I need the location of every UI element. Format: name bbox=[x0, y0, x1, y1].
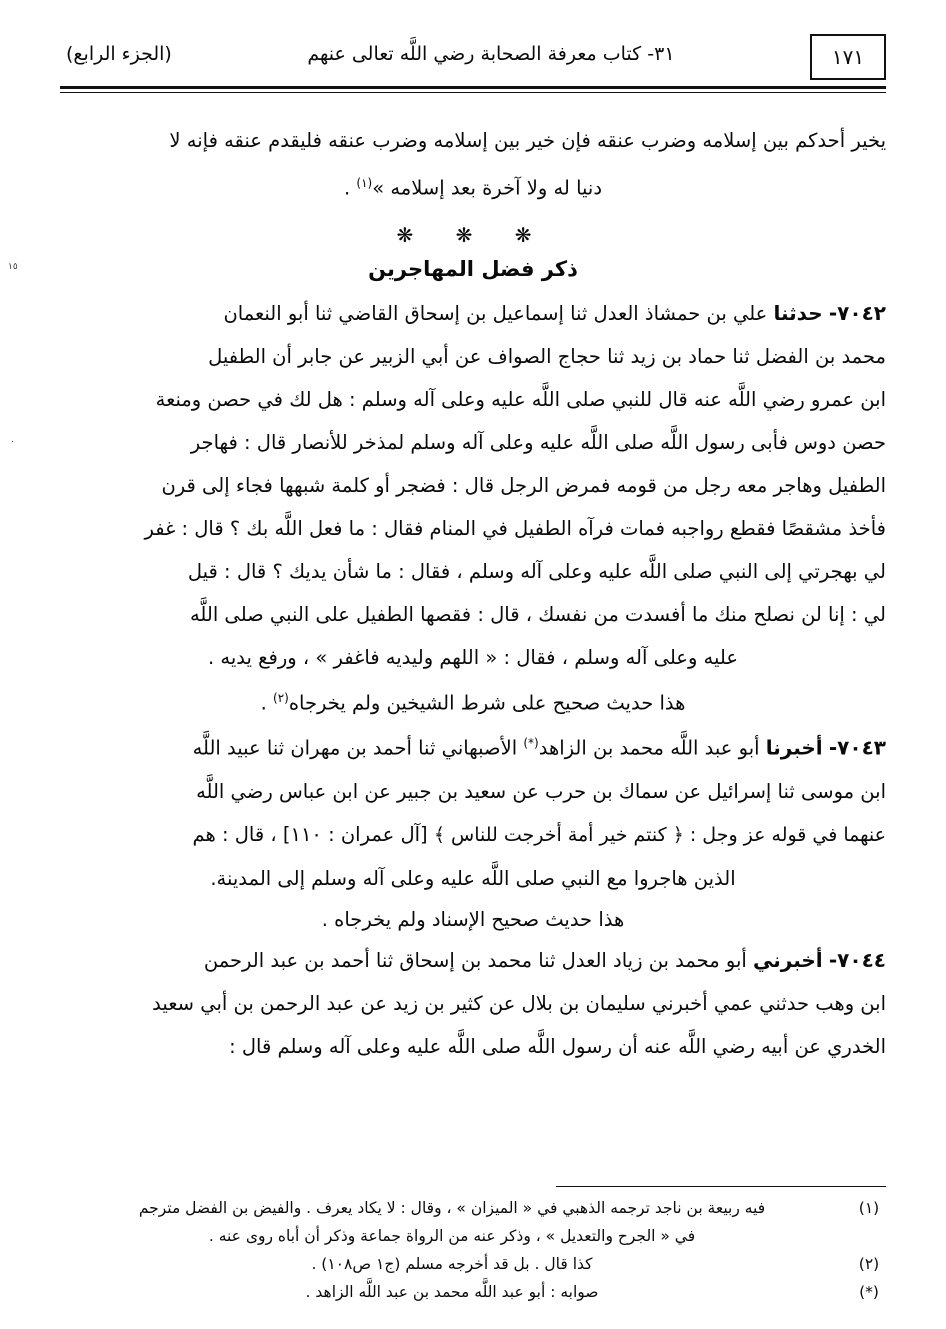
hadith-7042-text-9: عليه وعلى آله وسلم ، فقال : « اللهم وليديه فاغفر » ، ورفع يديه . bbox=[208, 645, 738, 669]
hadith-7044-text-2: ابن وهب حدثني عمي أخبرني سليمان بن بلال عن كثير بن زيد عن عبد الرحمن بن أبي سعيد bbox=[152, 991, 886, 1015]
paragraph-opening-text1: يخير أحدكم بين إسلامه وضرب عنقه فإن خير بين إسلامه وضرب عنقه فليقدم عنقه فإنه لا bbox=[169, 129, 886, 152]
hadith-7044-text-1: أبو محمد بن زياد العدل ثنا محمد بن إسحاق ثنا أحمد بن عبد الرحمن bbox=[203, 948, 747, 972]
footnote-marker: (٢) bbox=[858, 1255, 880, 1273]
hadith-7042-line-6 bbox=[60, 508, 886, 549]
hadith-7042-text-6: فأخذ مشقصًا فقطع رواجبه فمات فرآه الطفيل في المنام فقال : ما فعل اللَّه بك ؟ قال : غفر bbox=[144, 516, 886, 540]
hadith-7042-text-3: ابن عمرو رضي اللَّه عنه قال للنبي صلى اللَّه عليه وعلى آله وسلم : هل لك في حصن ومنعة bbox=[155, 387, 886, 411]
hadith-7042-text-7: لي بهجرتي إلى النبي صلى اللَّه عليه وعلى آله وسلم ، فقال : ما شأن يديك ؟ قال : قيل bbox=[187, 559, 886, 583]
footnote-separator bbox=[556, 1186, 886, 1187]
hadith-7044-lead: أخبرني bbox=[753, 947, 823, 972]
footnote-marker: (١) bbox=[858, 1199, 880, 1217]
hadith-7043-line-4 bbox=[60, 858, 886, 899]
footnote-ref-star: (*) bbox=[523, 736, 539, 750]
hadith-7044-text-3: الخدري عن أبيه رضي اللَّه عنه أن رسول اللَّه صلى اللَّه عليه وعلى آله وسلم قال : bbox=[229, 1034, 886, 1058]
hadith-7042-line-5 bbox=[60, 465, 886, 506]
footnote-marker-empty bbox=[852, 1223, 886, 1250]
hadith-7042-line-8 bbox=[60, 594, 886, 635]
hadith-7043-text-2: ابن موسى ثنا إسرائيل عن سماك بن حرب عن سعيد بن جبير عن ابن عباس رضي اللَّه bbox=[196, 779, 886, 803]
footnote-ref-2: (٢) bbox=[273, 690, 289, 705]
header-row bbox=[60, 34, 886, 80]
quran-quote: عنهما في قوله عز وجل : ﴿ كنتم خير أمة أخرجت للناس ﴾ bbox=[433, 823, 886, 846]
hadith-7042-text-8: لي : إنا لن نصلح منك ما أفسدت من نفسك ، قال : فقصها الطفيل على النبي صلى اللَّه bbox=[189, 602, 886, 626]
page-content bbox=[60, 120, 886, 1069]
header-rule-thin bbox=[60, 92, 886, 93]
hadith-7042-text-5: الطفيل وهاجر معه رجل من قومه فمرض الرجل قال : فضجر أو كلمة شبهها فجاء إلى قرن bbox=[161, 473, 886, 497]
hadith-7042-takhrij-end: . bbox=[260, 691, 273, 714]
hadith-7042-line-7 bbox=[60, 551, 886, 592]
footnote-text: صوابه : أبو عبد اللَّه محمد بن عبد اللَّه الزاهد . bbox=[305, 1283, 599, 1301]
paragraph-opening-text2: دنيا له ولا آخرة بعد إسلامه » bbox=[372, 176, 603, 200]
footnote-item bbox=[60, 1195, 886, 1222]
hadith-7043-text-1a: أبو عبد اللَّه محمد بن الزاهد bbox=[538, 736, 760, 760]
hadith-7042-line-3 bbox=[60, 379, 886, 420]
hadith-7043-line-3 bbox=[60, 814, 886, 856]
footnotes-section bbox=[60, 1186, 886, 1307]
paragraph-opening-line1 bbox=[60, 120, 886, 161]
paragraph-opening-line2 bbox=[60, 163, 886, 209]
hadith-7043-line-1 bbox=[60, 723, 886, 769]
hadith-7042-lead: حدثنا bbox=[773, 300, 823, 325]
footnote-text: كذا قال . بل قد أخرجه مسلم (ج١ ص١٠٨) . bbox=[311, 1255, 593, 1273]
hadith-7044-number: ٧٠٤٤- bbox=[828, 947, 886, 972]
hadith-7043-lead: أخبرنا bbox=[765, 735, 823, 760]
page-header bbox=[60, 34, 886, 94]
hadith-7042-text-2: محمد بن الفضل ثنا حماد بن زيد ثنا حجاج الصواف عن أبي الزبير عن جابر أن الطفيل bbox=[208, 344, 886, 368]
hadith-7042-text-1: علي بن حمشاذ العدل ثنا إسماعيل بن إسحاق القاضي ثنا أبو النعمان bbox=[223, 301, 768, 325]
footnote-item-continued bbox=[60, 1223, 886, 1250]
hadith-7043-takhrij bbox=[60, 899, 886, 940]
paragraph-opening-end: . bbox=[343, 176, 357, 200]
hadith-7044-line-3 bbox=[60, 1026, 886, 1067]
page-number: ١٧١ bbox=[810, 34, 886, 80]
section-title: ذكر فضل المهاجرين bbox=[368, 256, 578, 281]
hadith-7042-line-9 bbox=[60, 637, 886, 678]
footnote-item bbox=[60, 1251, 886, 1278]
header-rule-thick bbox=[60, 86, 886, 89]
hadith-7042-text-4: حصن دوس فأبى رسول اللَّه صلى اللَّه عليه وعلى آله وسلم لمذخر للأنصار قال : فهاجر bbox=[190, 430, 886, 454]
hadith-7043-text-4: الذين هاجروا مع النبي صلى اللَّه عليه وعلى آله وسلم إلى المدينة. bbox=[210, 866, 736, 890]
header-book-title: ٣١- كتاب معرفة الصحابة رضي اللَّه تعالى عنهم bbox=[307, 43, 675, 65]
margin-mark-mid: ٠ bbox=[10, 437, 15, 447]
footnote-item bbox=[60, 1279, 886, 1306]
footnote-text: فيه ربيعة بن ناجد ترجمه الذهبي في « الميزان » ، وقال : لا يكاد يعرف . والفيض بن الفضل مترجم bbox=[138, 1199, 766, 1217]
hadith-7042-takhrij bbox=[60, 678, 886, 724]
hadith-7044-line-2 bbox=[60, 983, 886, 1024]
hadith-7042-line-2 bbox=[60, 336, 886, 377]
hadith-7042-line-4 bbox=[60, 422, 886, 463]
header-part-label: (الجزء الرابع) bbox=[66, 43, 172, 65]
margin-mark-top: ١٥ bbox=[8, 262, 18, 272]
hadith-7042-number: ٧٠٤٢- bbox=[828, 300, 886, 325]
quran-reference: [آل عمران : ١١٠] ، قال : هم bbox=[192, 822, 434, 846]
section-divider-stars: ❋ ❋ ❋ bbox=[396, 222, 550, 247]
hadith-7042-line-1 bbox=[60, 293, 886, 334]
hadith-7043-number: ٧٠٤٣- bbox=[828, 735, 886, 760]
hadith-7043-takhrij-text: هذا حديث صحيح الإسناد ولم يخرجاه . bbox=[321, 907, 625, 931]
footnote-ref-1: (١) bbox=[356, 176, 373, 190]
hadith-7043-line-2 bbox=[60, 771, 886, 812]
hadith-7043-text-1b: الأصبهاني ثنا أحمد بن مهران ثنا عبيد اللَّه bbox=[192, 736, 524, 760]
hadith-7042-takhrij-text: هذا حديث صحيح على شرط الشيخين ولم يخرجاه bbox=[288, 691, 686, 714]
footnote-marker: (*) bbox=[859, 1283, 879, 1301]
footnote-text-continued: في « الجرح والتعديل » ، وذكر عنه من الرواة جماعة وذكر أن أباه روى عنه . bbox=[208, 1227, 696, 1245]
hadith-7044-line-1 bbox=[60, 940, 886, 981]
